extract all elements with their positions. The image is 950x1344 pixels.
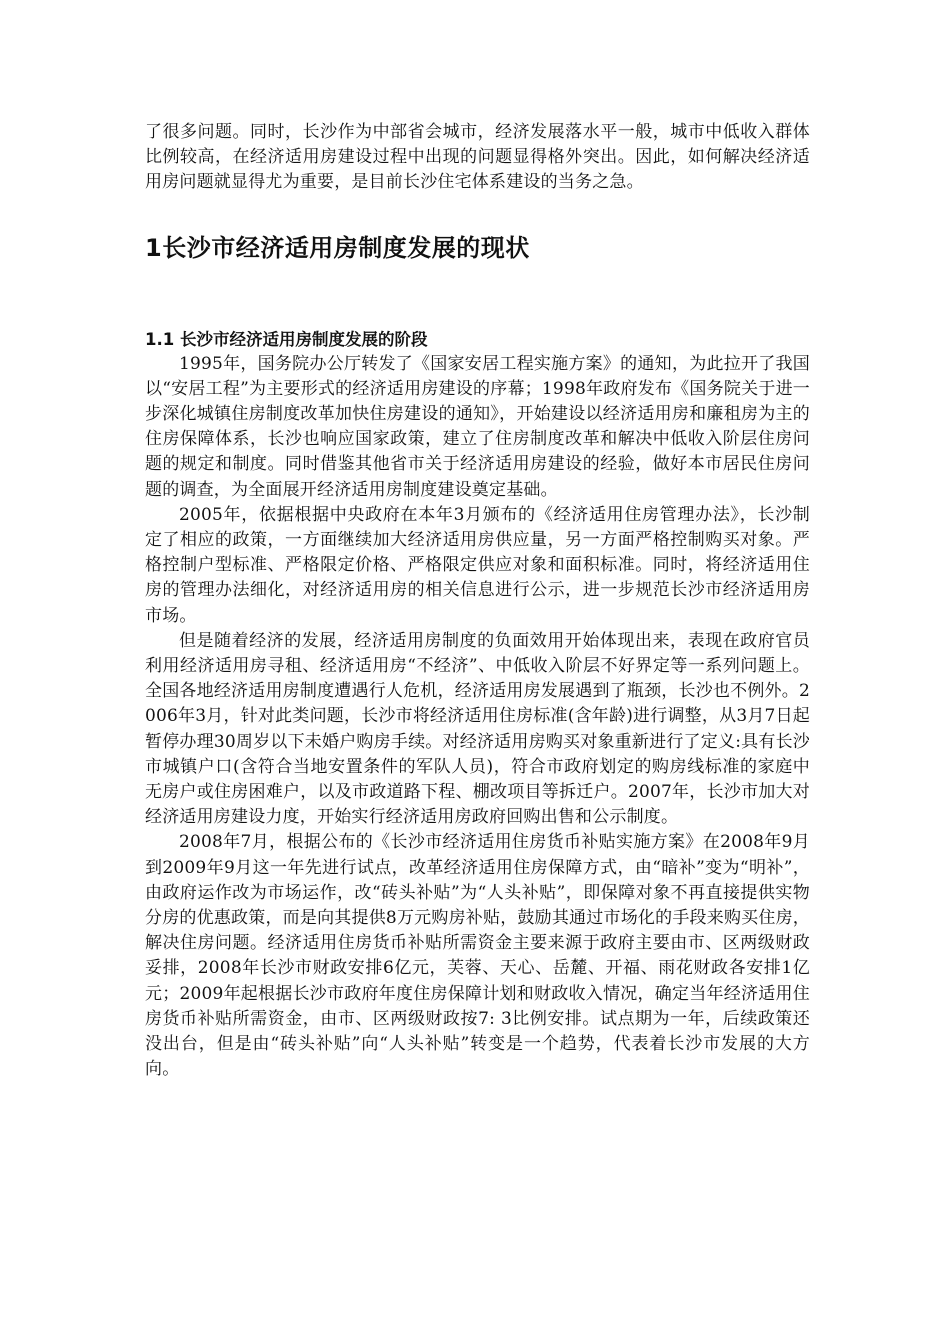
body-paragraph: 2008年7月，根据公布的《长沙市经济适用住房货币补贴实施方案》在2008年9月到2009年9月这一年先进行试点，改革经济适用住房保障方式，由“暗补”变为“明补”，由政府运作改为市场运作，改“砖头补贴”为“人头补贴”，即保障对象不再直接提供实物分房的优惠政策，而是向其提供8万元购房补贴，鼓励其通过市场化的手段来购买住房，解决住房问题。经济适用住房货币补贴所需资金主要来源于政府主要由市、区两级财政妥排，2008年长沙市财政安排6亿元，芙蓉、天心、岳麓、开福、雨花财政各安排1亿元；2009年起根据长沙市政府年度住房保障计划和财政收入情况，确定当年经济适用住房货币补贴所需资金，由市、区两级财政按7: 3比例安排。试点期为一年，后续政策还没出台，但是由“砖头补贴”向“人头补贴”转变是一个趋势，代表着长沙市发展的大方向。: [145, 832, 810, 1080]
body-paragraph: 但是随着经济的发展，经济适用房制度的负面效用开始体现出来，表现在政府官员利用经济适用房寻租、经济适用房“不经济”、中低收入阶层不好界定等一系列问题上。全国各地经济适用房制度遭遇行人危机，经济适用房发展遇到了瓶颈，长沙也不例外。2006年3月，针对此类问题，长沙市将经济适用住房标准(含年龄)进行调整，从3月7日起暂停办理30周岁以下未婚户购房手续。对经济适用房购买对象重新进行了定义:具有长沙市城镇户口(含符合当地安置条件的军队人员)，符合市政府划定的购房线标准的家庭中无房户或住房困难户，以及市政道路下程、棚改项目等拆迁户。2007年，长沙市加大对经济适用房建设力度，开始实行经济适用房政府回购出售和公示制度。: [145, 630, 810, 828]
spacer: [145, 264, 810, 328]
section-heading: 1长沙市经济适用房制度发展的现状: [145, 233, 530, 262]
intro-paragraph: 了很多问题。同时，长沙作为中部省会城市，经济发展落水平一般，城市中低收入群体比例较高，在经济适用房建设过程中出现的问题显得格外突出。因此，如何解决经济适用房问题就显得尤为重要，是目前长沙住宅体系建设的当务之急。: [145, 122, 810, 193]
body-paragraph: 1995年，国务院办公厅转发了《国家安居工程实施方案》的通知，为此拉开了我国以“安居工程”为主要形式的经济适用房建设的序幕；1998年政府发布《国务院关于进一步深化城镇住房制度改革加快住房建设的通知》，开始建设以经济适用房和廉租房为主的住房保障体系，长沙也响应国家政策，建立了住房制度改革和解决中低收入阶层住房问题的规定和制度。同时借鉴其他省市关于经济适用房建设的经验，做好本市居民住房问题的调查，为全面展开经济适用房制度建设奠定基础。: [145, 353, 810, 500]
spacer: [145, 196, 810, 232]
subsection-heading: 1.1 长沙市经济适用房制度发展的阶段: [145, 329, 428, 349]
body-paragraph: 2005年，依据根据中央政府在本年3月颁布的《经济适用住房管理办法》，长沙制定了相应的政策，一方面继续加大经济适用房供应量，另一方面严格控制购买对象。严格控制户型标准、严格限定价格、严格限定供应对象和面积标准。同时，将经济适用住房的管理办法细化，对经济适用房的相关信息进行公示，进一步规范长沙市经济适用房市场。: [145, 504, 810, 626]
document-page: [145, 120, 810, 1083]
